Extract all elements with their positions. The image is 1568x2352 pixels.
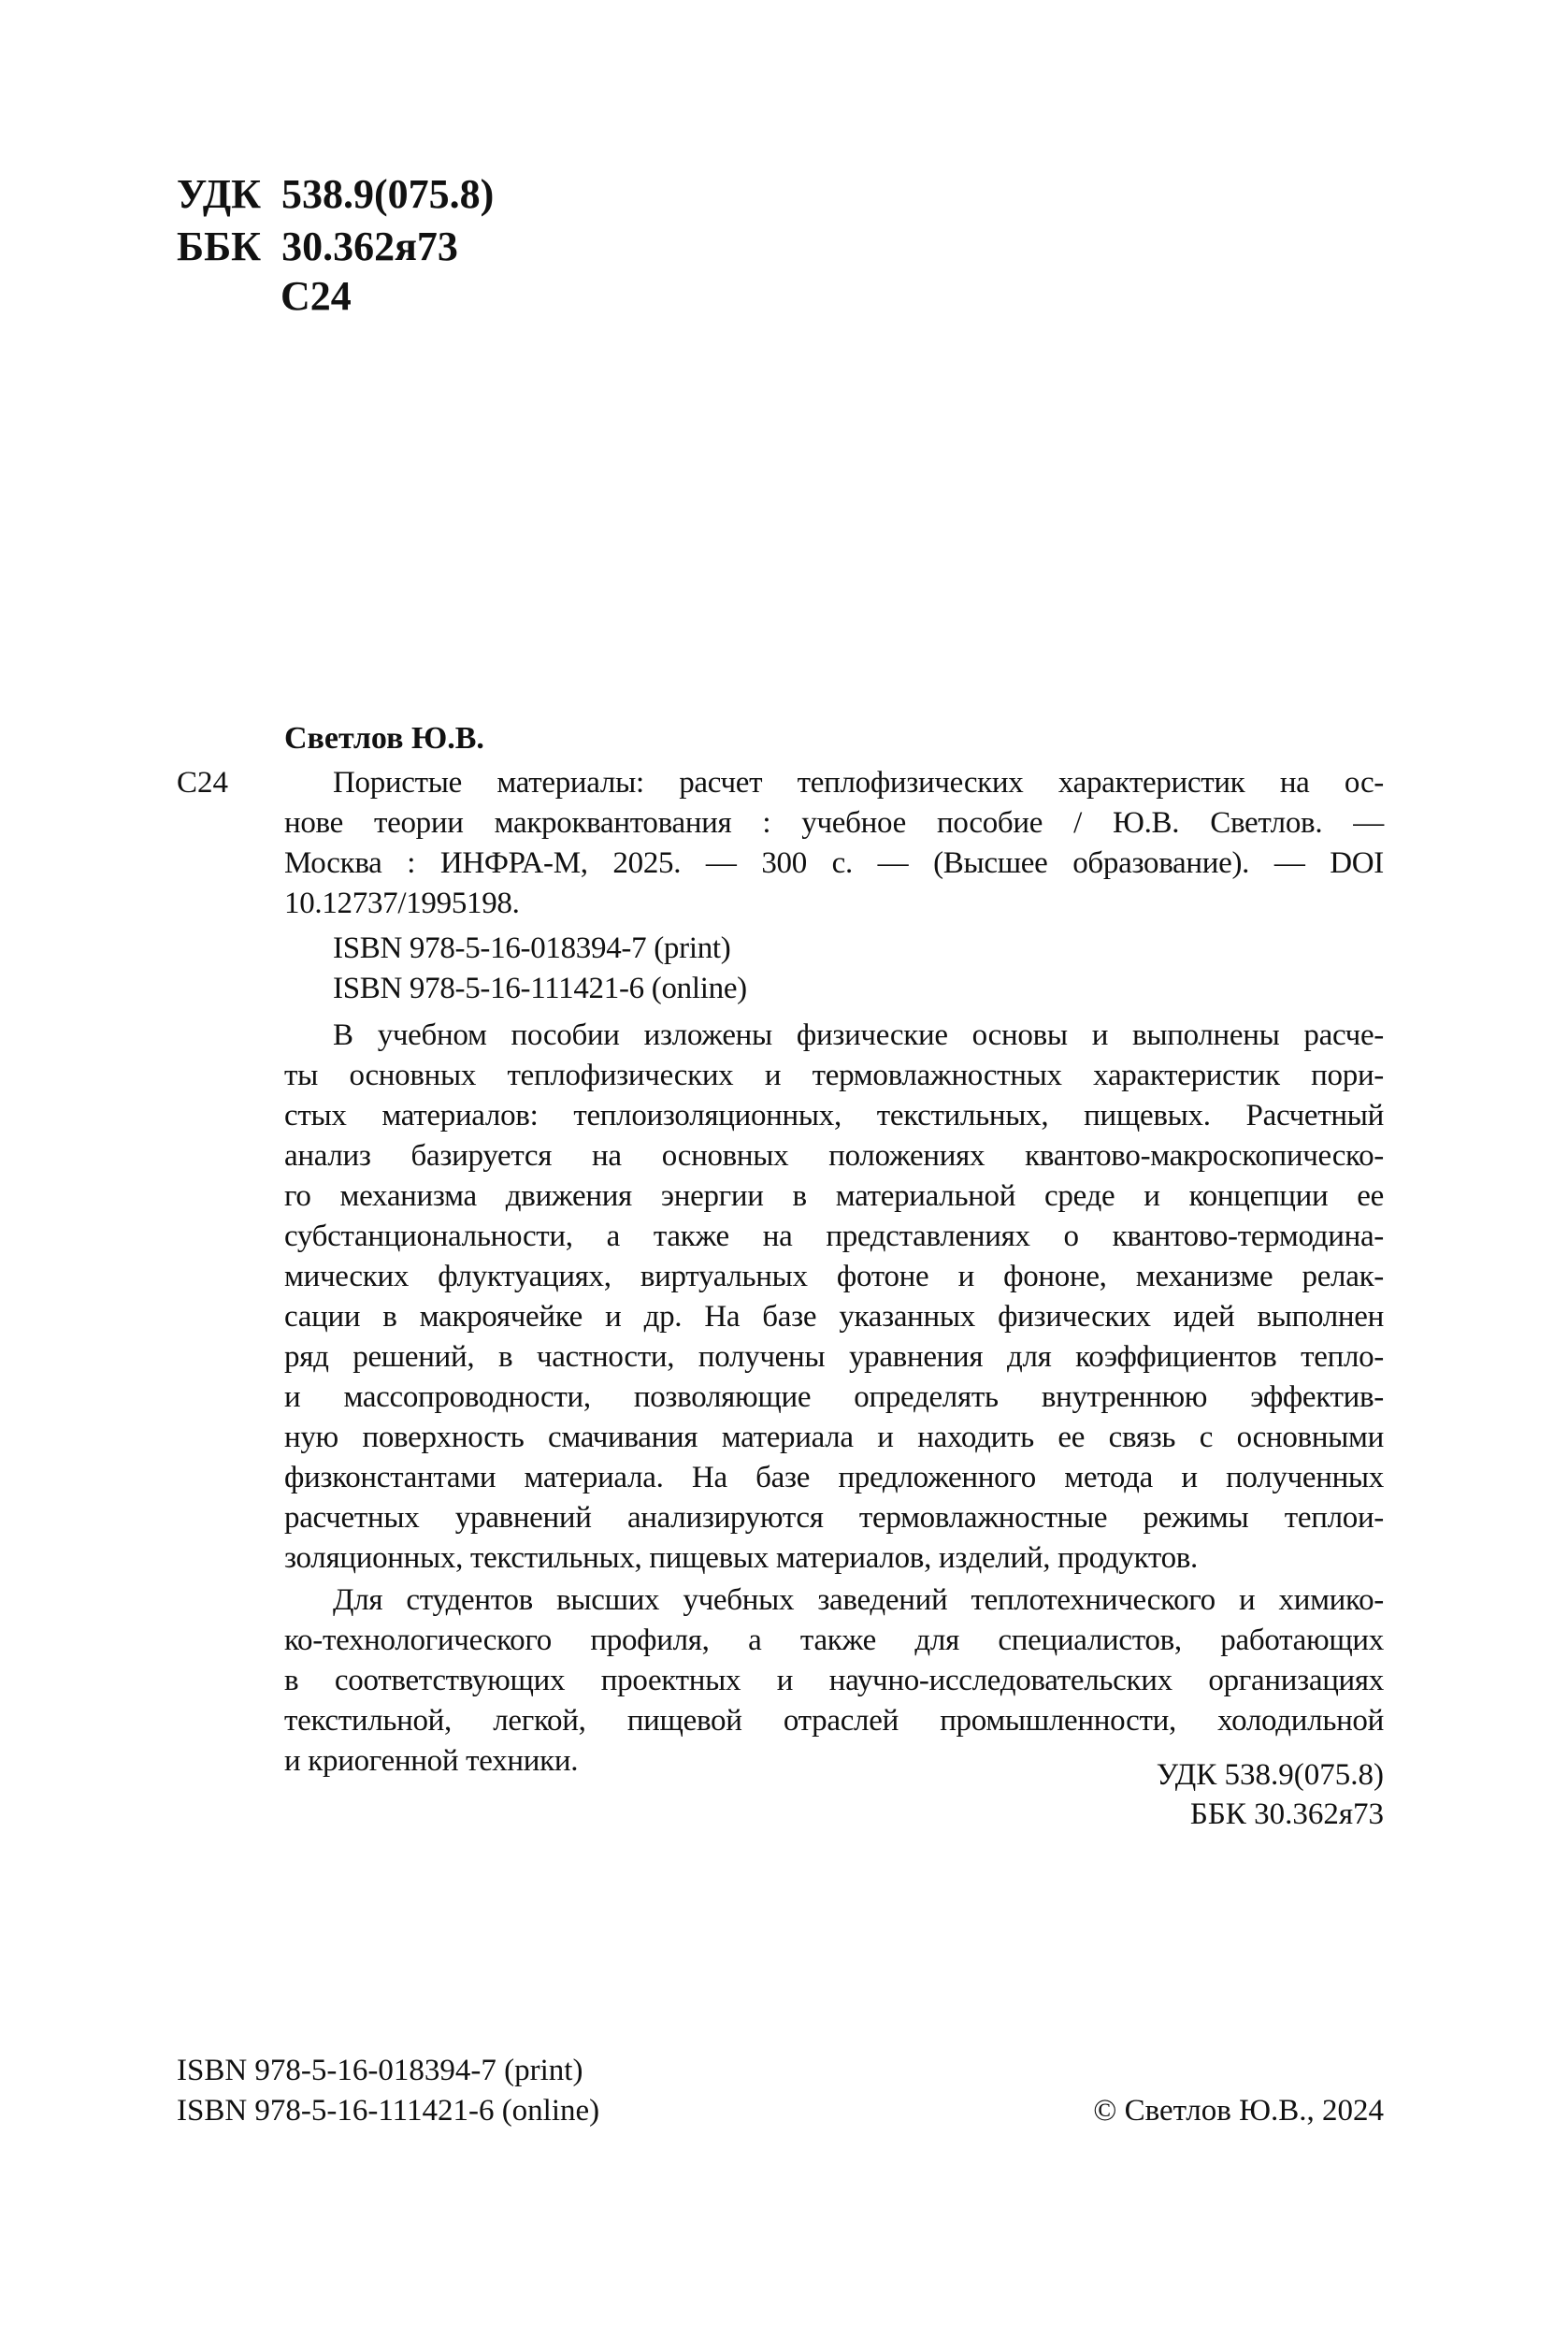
audience [284,1580,1384,1782]
abstract-line: субстанциональности, а также на представлениях о квантово-термодина- [284,1219,1384,1253]
abstract-line: ряд решений, в частности, получены уравнения для коэффициентов тепло- [284,1340,1384,1374]
audience-line: и криогенной техники. [284,1744,579,1778]
abstract-line: ты основных теплофизических и термовлажностных характеристик пори- [284,1059,1384,1092]
abstract-line: расчетных уравнений анализируются термовлажностные режимы теплои- [284,1501,1384,1535]
udk-code: УДК 538.9(075.8) [1156,1758,1384,1792]
audience-line: в соответствующих проектных и научно-исследовательских организациях [284,1664,1384,1697]
abstract-line: и массопроводности, позволяющие определять внутреннюю эффектив- [284,1380,1384,1414]
author-sign: С24 [177,766,229,800]
title-line: Пористые материалы: расчет теплофизических характеристик на ос- [333,766,1384,800]
abstract-line: стых материалов: теплоизоляционных, текстильных, пищевых. Расчетный [284,1099,1384,1133]
audience-line: Для студентов высших учебных заведений теплотехнического и химико- [333,1583,1384,1617]
udk-header: УДК 538.9(075.8) [177,171,495,217]
bbk-header: ББК 30.362я73 [177,224,458,269]
author-sign-header: С24 [281,273,352,319]
footer-isbn-print: ISBN 978-5-16-018394-7 (print) [177,2054,583,2087]
title-line: нове теории макроквантования : учебное пособие / Ю.В. Светлов. — [284,806,1384,840]
author-name: Светлов Ю.В. [284,721,484,756]
abstract-line: физконстантами материала. На базе предложенного метода и полученных [284,1461,1384,1494]
footer-isbn-online: ISBN 978-5-16-111421-6 (online) [177,2094,600,2128]
title-line: 10.12737/1995198. [284,887,520,920]
isbn-block [284,929,1384,1009]
abstract-line: золяционных, текстильных, пищевых материалов, изделий, продуктов. [284,1541,1199,1575]
abstract-line: сации в макроячейке и др. На базе указанных физических идей выполнен [284,1300,1384,1334]
bbk-code: ББК 30.362я73 [1189,1797,1384,1831]
audience-line: ко-технологического профиля, а также для специалистов, работающих [284,1623,1384,1657]
bibliographic-description [284,763,1384,924]
abstract-line: В учебном пособии изложены физические основы и выполнены расче- [333,1018,1384,1052]
abstract-line: го механизма движения энергии в материальной среде и концепции ее [284,1179,1384,1213]
copyright: © Светлов Ю.В., 2024 [1093,2094,1384,2128]
isbn-print: ISBN 978-5-16-018394-7 (print) [333,931,731,965]
abstract-line: анализ базируется на основных положениях квантово-макроскопическо- [284,1139,1384,1173]
abstract-line: мических флуктуациях, виртуальных фотоне и фононе, механизме релак- [284,1260,1384,1293]
isbn-online: ISBN 978-5-16-111421-6 (online) [333,972,747,1005]
audience-line: текстильной, легкой, пищевой отраслей промышленности, холодильной [284,1704,1384,1738]
abstract [284,1016,1384,1579]
title-line: Москва : ИНФРА-М, 2025. — 300 с. — (Высшее образование). — DOI [284,846,1384,880]
abstract-line: ную поверхность смачивания материала и находить ее связь с основными [284,1421,1384,1454]
